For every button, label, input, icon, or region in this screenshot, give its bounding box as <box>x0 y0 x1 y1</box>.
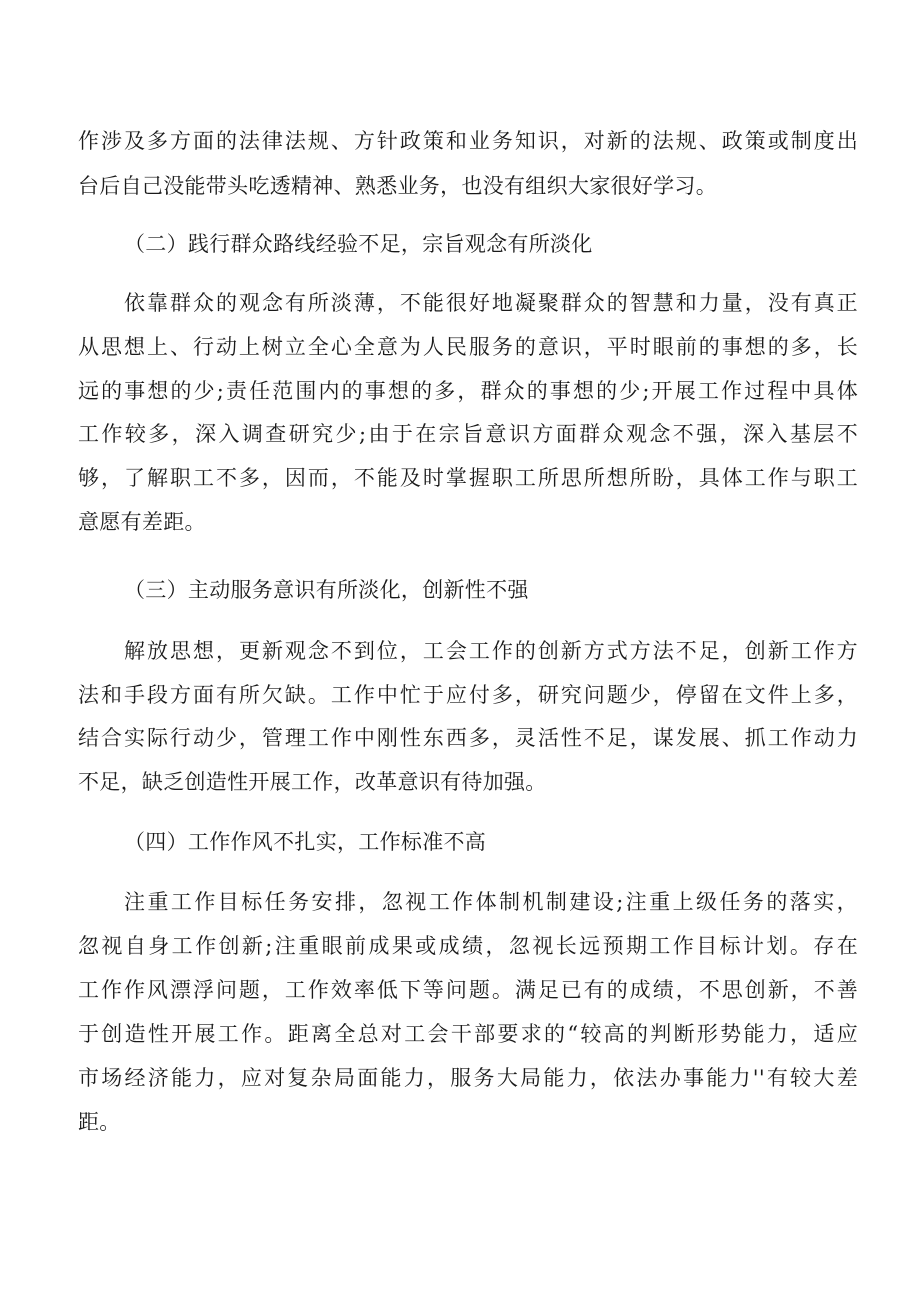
paragraph-line: 够，了解职工不多，因而，不能及时掌握职工所思所想所盼，具体工作与职工 <box>78 466 858 490</box>
section-heading-4: （四）工作作风不扎实，工作标准不高 <box>124 830 487 854</box>
paragraph-line: 依靠群众的观念有所淡薄，不能很好地凝聚群众的智慧和力量，没有真正 <box>124 291 858 315</box>
paragraph-line: 从思想上、行动上树立全心全意为人民服务的意识，平时眼前的事想的多，长 <box>78 335 858 359</box>
paragraph-line: 法和手段方面有所欠缺。工作中忙于应付多，研究问题少，停留在文件上多， <box>78 683 858 707</box>
paragraph-line: 注重工作目标任务安排，忽视工作体制机制建设;注重上级任务的落实， <box>124 890 858 914</box>
paragraph-line: 工作作风漂浮问题，工作效率低下等问题。满足已有的成绩，不思创新，不善 <box>78 978 858 1002</box>
paragraph-line: 不足，缺乏创造性开展工作，改革意识有待加强。 <box>78 770 547 794</box>
paragraph-line: 结合实际行动少，管理工作中刚性东西多，灵活性不足，谋发展、抓工作动力 <box>78 726 858 750</box>
paragraph-line: 作涉及多方面的法律法规、方针政策和业务知识，对新的法规、政策或制度出 <box>78 129 858 153</box>
paragraph-line: 台后自己没能带头吃透精神、熟悉业务，也没有组织大家很好学习。 <box>78 174 717 198</box>
paragraph-line: 市场经济能力，应对复杂局面能力，服务大局能力，依法办事能力''有较大差 <box>78 1066 858 1090</box>
paragraph-line: 距。 <box>78 1110 121 1134</box>
paragraph-line: 解放思想，更新观念不到位，工会工作的创新方式方法不足，创新工作方 <box>124 639 858 663</box>
section-heading-3: （三）主动服务意识有所淡化，创新性不强 <box>124 578 529 602</box>
paragraph-line: 远的事想的少;责任范围内的事想的多，群众的事想的少;开展工作过程中具体 <box>78 379 858 403</box>
section-heading-2: （二）践行群众路线经验不足，宗旨观念有所淡化 <box>124 232 593 256</box>
paragraph-line: 忽视自身工作创新;注重眼前成果或成绩，忽视长远预期工作目标计划。存在 <box>78 934 858 958</box>
paragraph-line: 工作较多，深入调查研究少;由于在宗旨意识方面群众观念不强，深入基层不 <box>78 422 858 446</box>
paragraph-line: 于创造性开展工作。距离全总对工会干部要求的“较高的判断形势能力，适应 <box>78 1022 858 1046</box>
paragraph-line: 意愿有差距。 <box>78 510 206 534</box>
